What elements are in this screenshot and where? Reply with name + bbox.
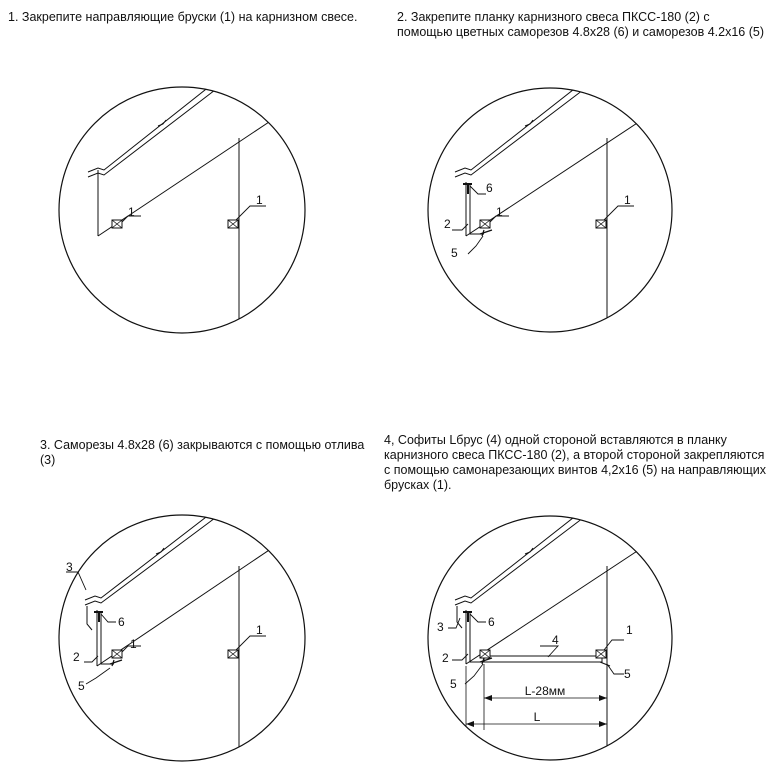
figure-2-label-5: 5 <box>451 246 458 260</box>
figure-4-label-1: 1 <box>626 623 633 637</box>
figure-2-label-6: 6 <box>486 181 493 195</box>
figure-4-dimension-l: L <box>533 710 541 724</box>
figure-3-screw-5 <box>110 660 122 666</box>
figure-1-batten-left <box>112 220 122 228</box>
step-1-text: Закрепите направляющие бруски (1) на карнизном свесе. <box>21 10 358 24</box>
step-3-number: 3. <box>40 438 51 452</box>
figure-3-circle <box>59 515 305 761</box>
figure-3-screw-6 <box>94 612 103 622</box>
figure-2 <box>428 86 672 334</box>
figure-4-batten-left <box>480 650 490 658</box>
figure-3-section <box>85 514 290 762</box>
figure-4-label-5-right: 5 <box>624 667 631 681</box>
figure-4-screw-6 <box>463 612 472 622</box>
figure-1-roof-profile <box>88 86 290 334</box>
figure-4 <box>428 514 672 762</box>
step-4-text: Софиты Lбрус (4) одной стороной вставляются в планку карнизного свеса ПКСС-180 (2), а второй стороной закрепляются с помощью самонарезающих винтов 4,2х16 (5) на направляющих брусках (1). <box>384 433 767 492</box>
figure-4-soffit-panel <box>484 656 602 662</box>
figure-4-label-3: 3 <box>437 620 444 634</box>
figure-1-label-1b: 1 <box>256 193 263 207</box>
figure-1-circle <box>59 87 305 333</box>
step-2-number: 2. <box>397 10 408 24</box>
figure-2-batten-right <box>596 220 606 228</box>
figure-2-screw-5 <box>480 230 492 236</box>
figure-3-label-5: 5 <box>78 679 85 693</box>
figure-3-label-1b: 1 <box>256 623 263 637</box>
figure-1 <box>59 86 305 334</box>
figure-3-batten-right <box>228 650 238 658</box>
figure-3-label-1a: 1 <box>130 637 137 651</box>
figure-1-section <box>88 86 290 334</box>
step-3-text: Саморезы 4.8х28 (6) закрываются с помощью отлива (3) <box>40 438 365 467</box>
figure-2-section <box>455 86 660 334</box>
figure-4-leaders <box>448 614 624 684</box>
figure-4-dimension-l28: L-28мм <box>524 684 566 698</box>
figure-3-label-6: 6 <box>118 615 125 629</box>
figure-3-label-2: 2 <box>73 650 80 664</box>
figure-3-leaders <box>66 572 266 684</box>
figure-3-roof-profile <box>85 514 290 762</box>
figure-4-label-6: 6 <box>488 615 495 629</box>
step-1-number: 1. <box>8 10 19 24</box>
figure-1-label-1a: 1 <box>128 205 135 219</box>
figure-2-label-1a: 1 <box>496 205 503 219</box>
figure-2-roof-profile <box>455 86 660 334</box>
figure-2-label-2: 2 <box>444 217 451 231</box>
figure-2-batten-left <box>480 220 490 228</box>
figure-4-label-2: 2 <box>442 651 449 665</box>
figure-1-batten-right <box>228 220 238 228</box>
step-4-number: 4, <box>384 433 395 447</box>
figure-2-screw-6 <box>463 184 472 194</box>
figure-4-label-4: 4 <box>552 633 559 647</box>
step-2-text: Закрепите планку карнизного свеса ПКСС-180 (2) с помощью цветных саморезов 4.8х28 (6) и саморезов 4.2х16 (5) <box>397 10 764 39</box>
figure-3-batten-left <box>112 650 122 658</box>
figure-4-label-5-left: 5 <box>450 677 457 691</box>
figure-1-leaders <box>122 206 266 222</box>
figure-3-label-3: 3 <box>66 560 73 574</box>
figure-2-label-1b: 1 <box>624 193 631 207</box>
figure-4-batten-right <box>596 650 606 658</box>
figure-3 <box>59 514 305 762</box>
